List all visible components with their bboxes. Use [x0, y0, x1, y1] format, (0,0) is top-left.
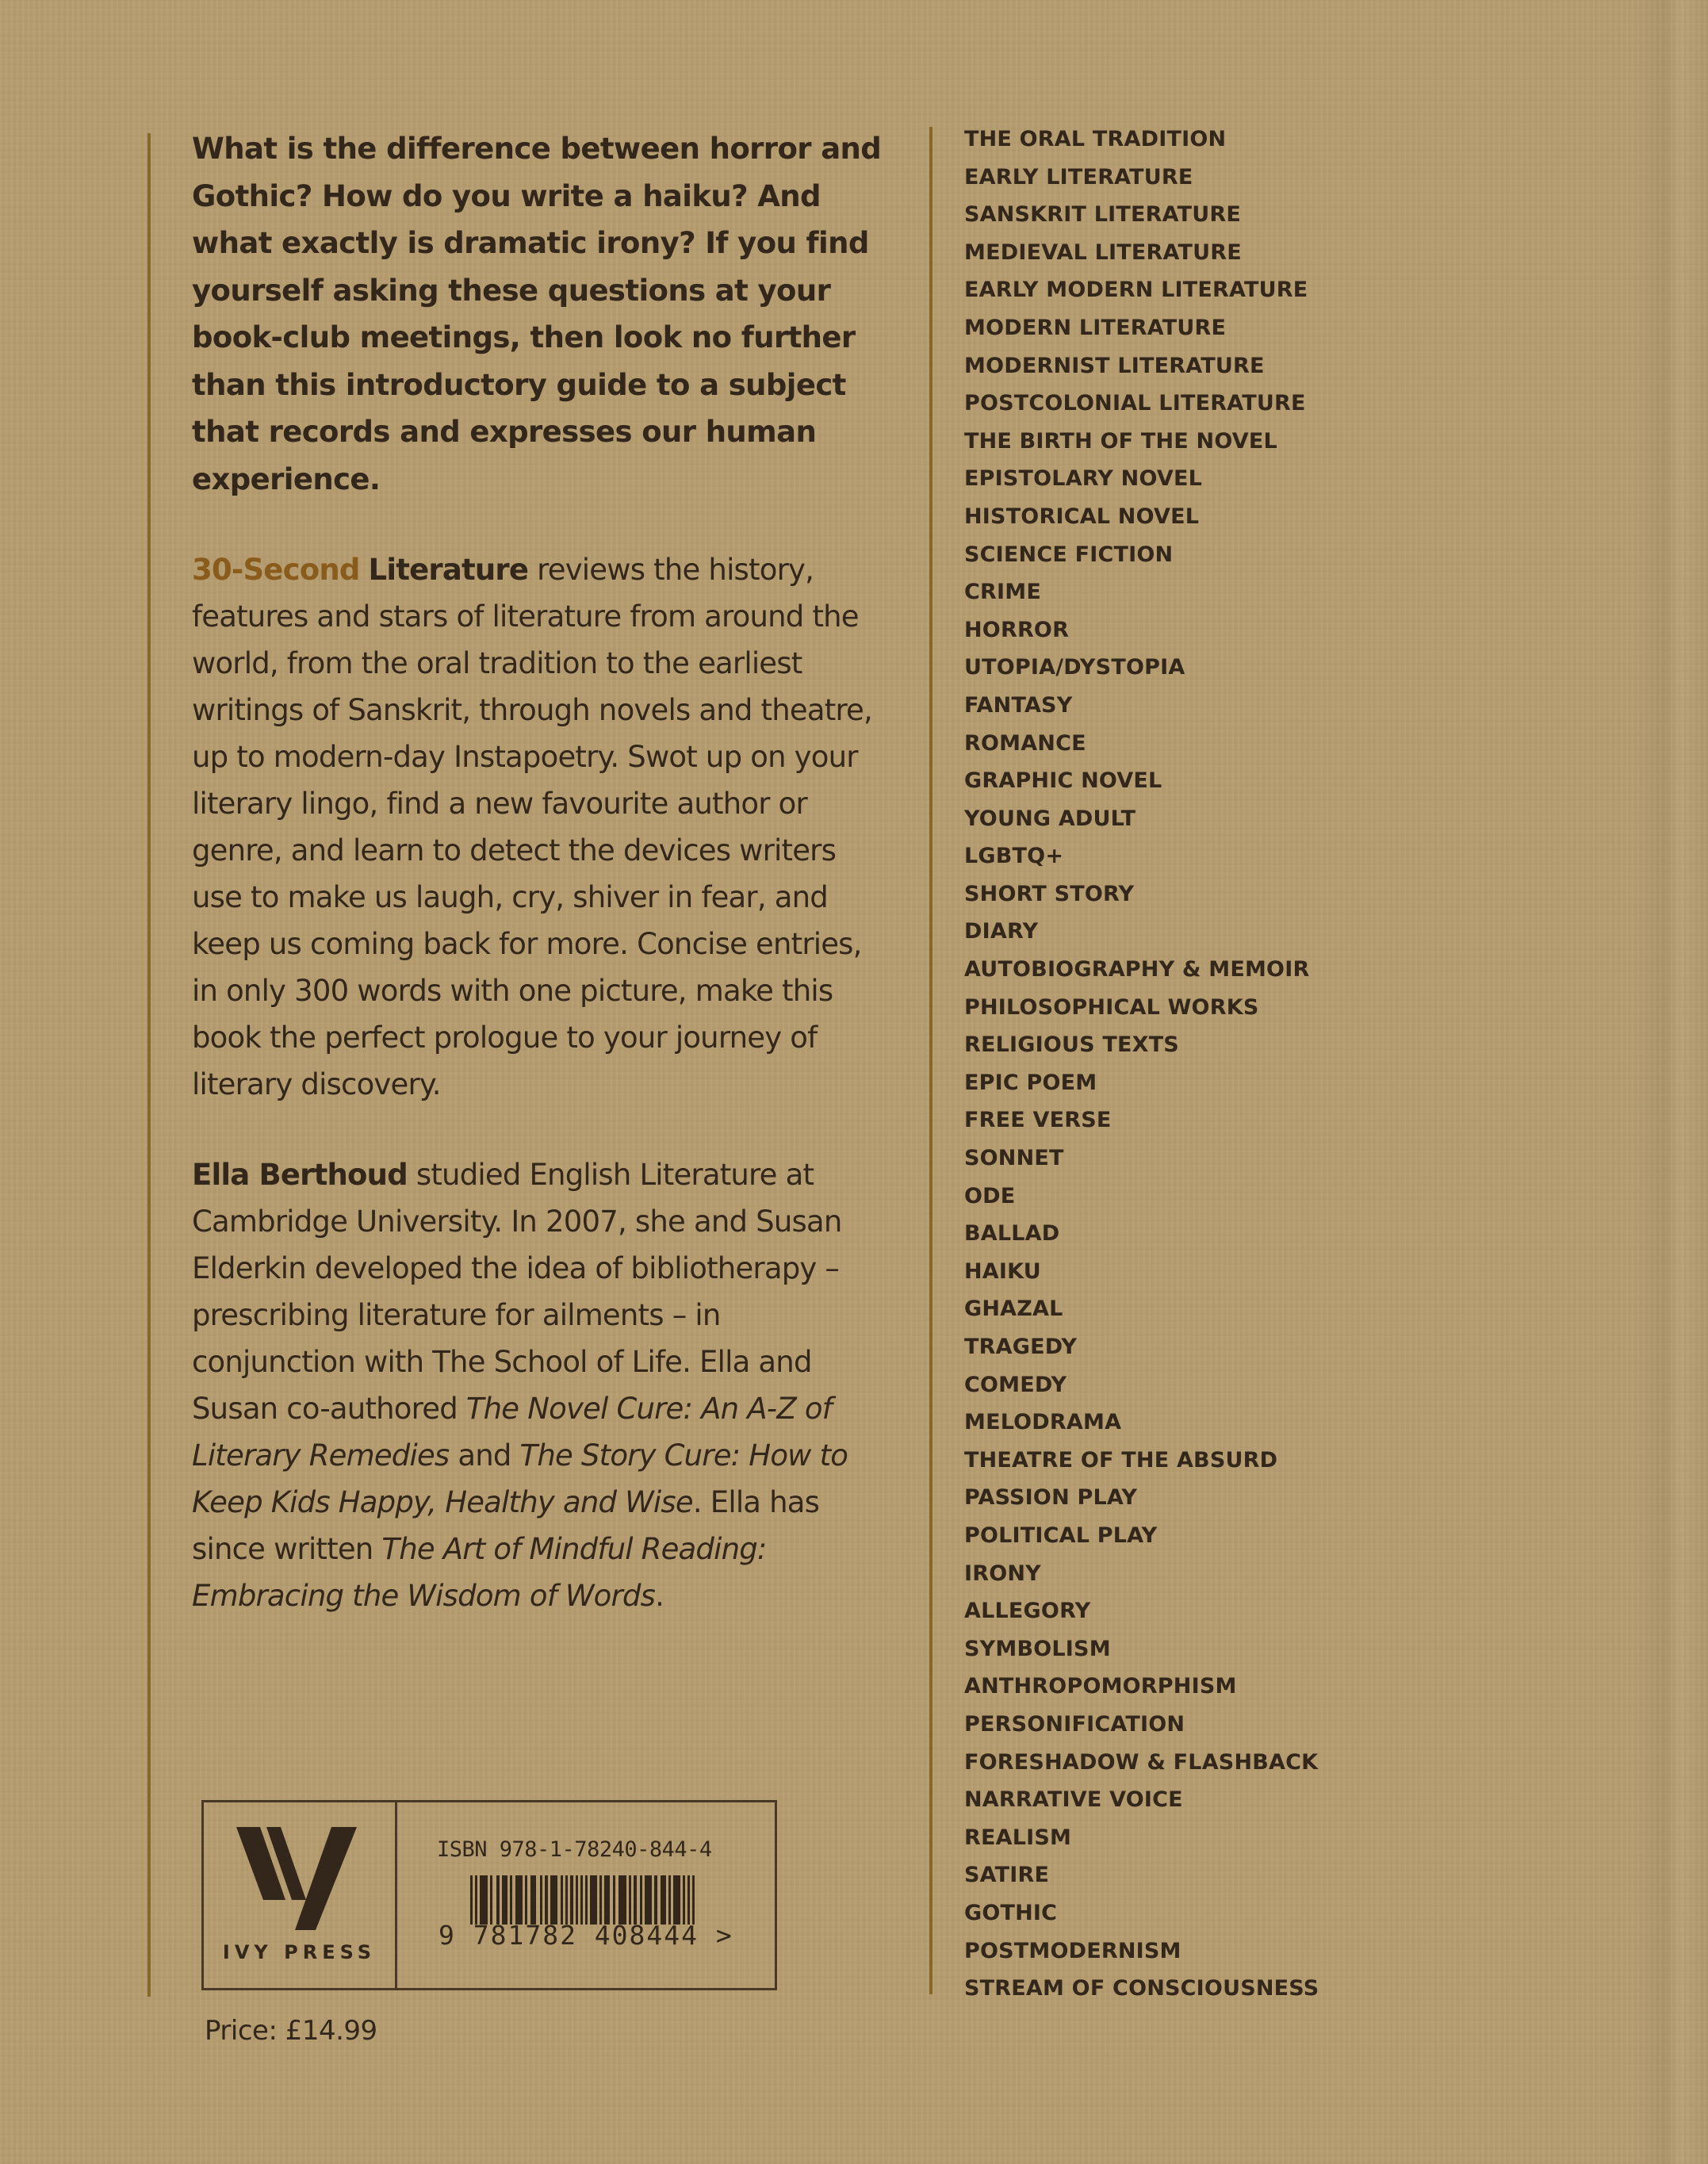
contents-item: YOUNG ADULT	[964, 806, 1136, 831]
series-name: 30-Second	[192, 553, 360, 587]
contents-item: EARLY LITERATURE	[964, 164, 1193, 190]
contents-item: RELIGIOUS TEXTS	[964, 1032, 1179, 1058]
blurb-column	[192, 125, 890, 1619]
contents-list	[964, 121, 1319, 2008]
contents-item: HISTORICAL NOVEL	[964, 504, 1200, 529]
contents-item: ANTHROPOMORPHISM	[964, 1674, 1237, 1699]
contents-item: PERSONIFICATION	[964, 1711, 1185, 1737]
contents-item: MODERN LITERATURE	[964, 315, 1227, 340]
description-text: reviews the history, features and stars of literature from around the world, from the oral tradition to the earliest writings of Sanskrit, through novels and theatre, up to modern-day Instapoetry. Swot up on your literary lingo, find a new favourite author or genre, and learn to detect the devices writers use to make us laugh, cry, shiver in fear, and keep us coming back for more. Concise entries, in only 300 words with one picture, make this book the perfect prologue to your journey of literary discovery.	[192, 553, 872, 1101]
contents-item: SONNET	[964, 1146, 1064, 1171]
price-label: Price: £14.99	[205, 2015, 377, 2047]
contents-item: GHAZAL	[964, 1296, 1063, 1322]
contents-item: DIARY	[964, 919, 1039, 944]
book-title: The Art of Mindful Reading: Embracing the Wisdom of Words	[192, 1532, 767, 1613]
contents-item: REALISM	[964, 1825, 1072, 1850]
right-vertical-rule	[929, 127, 933, 1994]
contents-item: GOTHIC	[964, 1900, 1058, 1925]
contents-item: GRAPHIC NOVEL	[964, 768, 1162, 794]
left-vertical-rule	[147, 133, 151, 1997]
contents-item: STREAM OF CONSCIOUSNESS	[964, 1976, 1319, 2001]
contents-item: LGBTQ+	[964, 844, 1064, 869]
bio-text: and	[449, 1438, 520, 1473]
contents-item: MODERNIST LITERATURE	[964, 353, 1265, 378]
barcode-icon	[470, 1875, 708, 1925]
contents-item: THE ORAL TRADITION	[964, 127, 1227, 151]
contents-item: CRIME	[964, 580, 1041, 605]
barcode-digits: 9 781782 408444 >	[438, 1920, 733, 1951]
contents-item: PHILOSOPHICAL WORKS	[964, 994, 1259, 1020]
intro-paragraph: What is the difference between horror and Gothic? How do you write a haiku? And what exactly is dramatic irony? If you find yourself asking these questions at your book-club meetings, then look no further than this introductory guide to a subject that records and expresses our human experience.	[192, 132, 882, 496]
contents-item: SATIRE	[964, 1863, 1050, 1888]
contents-item: AUTOBIOGRAPHY & MEMOIR	[964, 957, 1310, 982]
contents-item: IRONY	[964, 1561, 1041, 1586]
contents-item: ROMANCE	[964, 730, 1086, 756]
contents-item: FREE VERSE	[964, 1108, 1112, 1133]
spine-shade	[1637, 0, 1708, 2164]
publisher-logo	[204, 1802, 397, 1988]
contents-item: SANSKRIT LITERATURE	[964, 202, 1242, 228]
contents-item: SCIENCE FICTION	[964, 542, 1174, 567]
contents-item: EARLY MODERN LITERATURE	[964, 278, 1308, 303]
contents-item: POSTMODERNISM	[964, 1938, 1181, 1963]
isbn-label: ISBN 978-1-78240-844-4	[437, 1837, 712, 1862]
contents-item: BALLAD	[964, 1221, 1060, 1247]
author-bio-paragraph	[192, 1151, 890, 1619]
contents-item: HORROR	[964, 617, 1070, 642]
series-title: Literature	[368, 553, 529, 587]
contents-item: EPIC POEM	[964, 1070, 1097, 1095]
contents-item: UTOPIA/DYSTOPIA	[964, 655, 1185, 680]
book-title: The Novel Cure: An A-Z of Literary Remedies	[192, 1392, 832, 1473]
contents-item: EPISTOLARY NOVEL	[964, 466, 1203, 492]
ivy-press-logo-icon	[236, 1827, 363, 1930]
contents-item: HAIKU	[964, 1258, 1041, 1284]
contents-item: FANTASY	[964, 692, 1073, 718]
barcode-area	[397, 1802, 775, 1988]
publisher-name: IVY PRESS	[222, 1941, 377, 1963]
contents-item: SHORT STORY	[964, 881, 1135, 906]
contents-item: MEDIEVAL LITERATURE	[964, 239, 1242, 265]
contents-item: FORESHADOW & FLASHBACK	[964, 1749, 1319, 1775]
contents-item: POSTCOLONIAL LITERATURE	[964, 391, 1306, 416]
contents-column	[964, 121, 1319, 2008]
author-name: Ella Berthoud	[192, 1158, 408, 1192]
contents-item: TRAGEDY	[964, 1335, 1078, 1359]
contents-item: THE BIRTH OF THE NOVEL	[964, 428, 1277, 454]
bio-text: studied English Literature at Cambridge University. In 2007, she and Susan Elderkin developed the idea of bibliotherapy – prescribing literature for ailments – in conjunction with The School of Life. Ella and Susan co-authored	[192, 1158, 842, 1426]
book-title: The Story Cure: How to Keep Kids Happy, Healthy and Wise	[192, 1438, 848, 1519]
bio-text: . Ella has since written	[192, 1485, 820, 1566]
contents-item: NARRATIVE VOICE	[964, 1787, 1183, 1813]
imprint-box	[201, 1800, 777, 1990]
description-paragraph	[192, 546, 890, 1108]
contents-item: ODE	[964, 1183, 1016, 1208]
contents-item: PASSION PLAY	[964, 1485, 1138, 1511]
contents-item: THEATRE OF THE ABSURD	[964, 1447, 1278, 1473]
contents-item: COMEDY	[964, 1372, 1067, 1397]
contents-item: SYMBOLISM	[964, 1636, 1111, 1661]
contents-item: POLITICAL PLAY	[964, 1522, 1158, 1548]
bio-text: .	[655, 1579, 664, 1613]
contents-item: MELODRAMA	[964, 1410, 1122, 1435]
contents-item: ALLEGORY	[964, 1599, 1091, 1624]
